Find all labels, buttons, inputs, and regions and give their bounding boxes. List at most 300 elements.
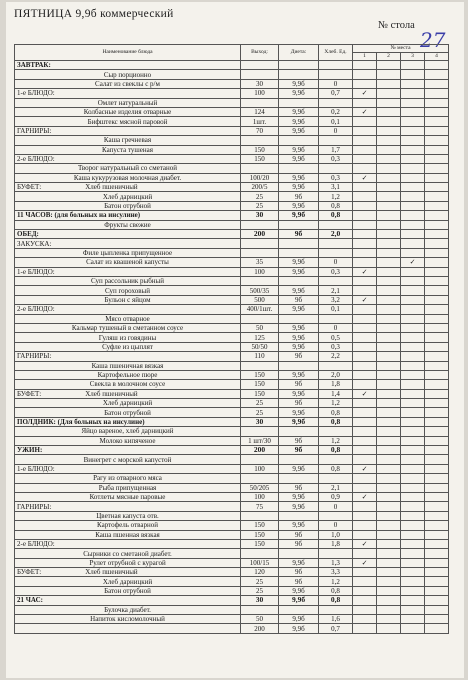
dish-row xyxy=(15,389,449,398)
place-mark-cell xyxy=(425,107,449,116)
place-mark-cell xyxy=(377,323,401,332)
place-mark-cell xyxy=(377,615,401,624)
place-mark-cell xyxy=(353,549,377,558)
diet-cell: 9б xyxy=(279,399,319,408)
diet-cell: 9,9б xyxy=(279,370,319,379)
dish-row xyxy=(15,164,449,173)
output-cell: 70 xyxy=(241,126,279,135)
place-mark-cell xyxy=(425,220,449,229)
section-row xyxy=(15,211,449,220)
bread-units-cell: 0,5 xyxy=(319,333,353,342)
dish-name: Каша пшеничная вязкая xyxy=(15,361,241,370)
dish-row xyxy=(15,136,449,145)
diet-cell: 9б xyxy=(279,436,319,445)
place-mark-cell xyxy=(425,427,449,436)
place-mark-cell xyxy=(377,352,401,361)
place-mark-cell xyxy=(425,624,449,633)
output-cell xyxy=(241,549,279,558)
diet-cell: 9б xyxy=(279,530,319,539)
place-mark-cell xyxy=(377,107,401,116)
diet-cell: 9,9б xyxy=(279,521,319,530)
diet-cell: 9б xyxy=(279,539,319,548)
output-cell: 120 xyxy=(241,568,279,577)
place-mark-cell xyxy=(401,230,425,239)
place-mark-cell xyxy=(377,192,401,201)
place-mark-cell xyxy=(425,502,449,511)
dish-row xyxy=(15,586,449,595)
place-mark-cell xyxy=(377,558,401,567)
place-mark-cell xyxy=(353,352,377,361)
output-cell: 35 xyxy=(241,258,279,267)
bread-units-cell: 0,8 xyxy=(319,408,353,417)
place-mark-cell xyxy=(353,314,377,323)
course-label: 1-е БЛЮДО: xyxy=(17,464,55,473)
diet-cell: 9,9б xyxy=(279,333,319,342)
place-mark-cell xyxy=(377,399,401,408)
place-mark-cell xyxy=(425,79,449,88)
place-mark-cell xyxy=(401,89,425,98)
place-mark-cell xyxy=(377,605,401,614)
place-mark-cell xyxy=(401,239,425,248)
bread-units-cell: 0 xyxy=(319,323,353,332)
place-mark-cell xyxy=(425,474,449,483)
bread-units-cell: 2,2 xyxy=(319,352,353,361)
course-label: ГАРНИРЫ: xyxy=(17,502,52,511)
place-mark-cell xyxy=(353,483,377,492)
diet-cell: 9,9б xyxy=(279,79,319,88)
dish-name: Картофель отварной xyxy=(15,521,241,530)
place-mark-cell xyxy=(401,539,425,548)
place-mark-cell xyxy=(353,98,377,107)
place-mark-cell xyxy=(425,61,449,70)
bread-units-cell: 2,0 xyxy=(319,230,353,239)
bread-units-cell: 1,8 xyxy=(319,539,353,548)
place-mark-cell xyxy=(401,521,425,530)
place-mark-cell xyxy=(377,248,401,257)
place-mark-cell xyxy=(377,211,401,220)
diet-cell: 9,9б xyxy=(279,107,319,116)
place-mark-cell xyxy=(401,596,425,605)
place-mark-cell xyxy=(401,164,425,173)
place-mark-cell xyxy=(425,154,449,163)
place-mark-cell xyxy=(377,417,401,426)
place-mark-cell xyxy=(377,305,401,314)
output-cell xyxy=(241,605,279,614)
dish-name xyxy=(15,183,241,192)
bread-units-cell: 0,9 xyxy=(319,492,353,501)
place-mark-cell xyxy=(425,230,449,239)
output-cell: 30 xyxy=(241,211,279,220)
place-mark-cell xyxy=(353,624,377,633)
dish-name: Свекла в молочном соусе xyxy=(15,380,241,389)
place-mark-cell xyxy=(353,211,377,220)
course-label: 2-е БЛЮДО: xyxy=(17,155,55,164)
dish-row xyxy=(15,464,449,473)
place-mark-cell xyxy=(401,314,425,323)
place-mark-cell xyxy=(425,164,449,173)
place-mark-cell xyxy=(425,417,449,426)
dish-row xyxy=(15,333,449,342)
course-label: 2-е БЛЮДО: xyxy=(17,305,55,314)
bread-units-cell xyxy=(319,61,353,70)
place-mark-cell xyxy=(401,267,425,276)
dish-name: Каша кукурузовая молочная диабет. xyxy=(15,173,241,182)
output-cell: 25 xyxy=(241,586,279,595)
place-mark-cell xyxy=(353,399,377,408)
output-cell xyxy=(241,361,279,370)
output-cell: 150 xyxy=(241,530,279,539)
place-mark-cell xyxy=(401,586,425,595)
place-mark-cell xyxy=(401,483,425,492)
place-mark-cell xyxy=(425,558,449,567)
place-mark-cell xyxy=(401,276,425,285)
dish-row xyxy=(15,323,449,332)
bread-units-cell: 1,2 xyxy=(319,577,353,586)
place-mark-cell xyxy=(425,399,449,408)
output-cell xyxy=(241,136,279,145)
dish-row xyxy=(15,173,449,182)
dish-row xyxy=(15,521,449,530)
dish-name: Салат из квашеной капусты xyxy=(15,258,241,267)
bread-units-cell: 2,1 xyxy=(319,483,353,492)
place-mark-cell xyxy=(401,380,425,389)
place-mark-cell xyxy=(425,295,449,304)
diet-cell: 9,9б xyxy=(279,502,319,511)
diet-cell xyxy=(279,314,319,323)
place-mark-cell xyxy=(353,61,377,70)
dish-row xyxy=(15,239,449,248)
bread-units-cell: 0,2 xyxy=(319,107,353,116)
diet-cell: 9,9б xyxy=(279,89,319,98)
bread-units-cell: 0,3 xyxy=(319,154,353,163)
place-mark-cell xyxy=(425,389,449,398)
diet-cell: 9,9б xyxy=(279,323,319,332)
dish-row xyxy=(15,380,449,389)
bread-units-cell: 0,8 xyxy=(319,586,353,595)
dish-row xyxy=(15,79,449,88)
course-label: ГАРНИРЫ: xyxy=(17,352,52,361)
dish-row xyxy=(15,258,449,267)
place-mark-cell xyxy=(377,61,401,70)
output-cell: 30 xyxy=(241,79,279,88)
place-mark-cell xyxy=(377,126,401,135)
dish-row xyxy=(15,483,449,492)
bread-units-cell xyxy=(319,239,353,248)
output-cell: 150 xyxy=(241,521,279,530)
place-mark-cell xyxy=(401,342,425,351)
diet-cell: 9б xyxy=(279,577,319,586)
place-mark-cell xyxy=(401,352,425,361)
bread-units-cell xyxy=(319,220,353,229)
place-3-header: 3 xyxy=(401,53,425,61)
bread-units-cell: 0 xyxy=(319,126,353,135)
dish-row xyxy=(15,399,449,408)
dish-row xyxy=(15,342,449,351)
dish-row xyxy=(15,605,449,614)
place-mark-cell xyxy=(425,380,449,389)
place-mark-cell xyxy=(353,258,377,267)
place-mark-cell xyxy=(353,70,377,79)
place-mark-cell xyxy=(425,248,449,257)
col-diet-header: Диета: xyxy=(279,45,319,61)
place-mark-cell xyxy=(377,455,401,464)
bread-units-cell: 1,2 xyxy=(319,399,353,408)
dish-row xyxy=(15,539,449,548)
place-mark-cell xyxy=(425,492,449,501)
place-mark-cell xyxy=(377,361,401,370)
output-cell: 150 xyxy=(241,389,279,398)
dish-name xyxy=(15,267,241,276)
course-label: 2-е БЛЮДО: xyxy=(17,540,55,549)
dish-name: Колбасные изделия отварные xyxy=(15,107,241,116)
diet-cell xyxy=(279,220,319,229)
place-mark-cell xyxy=(425,98,449,107)
bread-units-cell: 0 xyxy=(319,502,353,511)
place-mark-cell xyxy=(353,605,377,614)
bread-units-cell xyxy=(319,549,353,558)
place-mark-cell xyxy=(353,417,377,426)
output-cell: 25 xyxy=(241,399,279,408)
dish-name xyxy=(15,126,241,135)
place-mark-cell xyxy=(377,408,401,417)
place-mark-cell xyxy=(353,436,377,445)
output-cell: 100 xyxy=(241,89,279,98)
place-mark-cell xyxy=(353,164,377,173)
place-mark-cell xyxy=(353,577,377,586)
diet-cell xyxy=(279,61,319,70)
place-mark-cell xyxy=(401,549,425,558)
dish-row xyxy=(15,295,449,304)
place-mark-cell xyxy=(425,361,449,370)
place-mark-cell xyxy=(377,464,401,473)
output-cell: 150 xyxy=(241,380,279,389)
place-mark-cell xyxy=(401,201,425,210)
place-mark-cell xyxy=(377,220,401,229)
output-cell: 25 xyxy=(241,408,279,417)
place-mark-cell xyxy=(425,173,449,182)
dish-row xyxy=(15,624,449,633)
dish-name: Хлеб дарницкий xyxy=(15,192,241,201)
place-mark-cell xyxy=(377,136,401,145)
place-mark-cell xyxy=(353,596,377,605)
place-mark-cell xyxy=(425,323,449,332)
place-mark-cell xyxy=(353,511,377,520)
bread-units-cell: 0,1 xyxy=(319,117,353,126)
dish-name xyxy=(15,305,241,314)
bread-units-cell: 1,4 xyxy=(319,389,353,398)
dish-name: Батон отрубной xyxy=(15,408,241,417)
bread-units-cell: 3,1 xyxy=(319,183,353,192)
diet-cell: 9,9б xyxy=(279,596,319,605)
place-mark-cell xyxy=(425,511,449,520)
course-label: БУФЕТ: xyxy=(17,568,42,577)
output-cell: 150 xyxy=(241,154,279,163)
diet-cell xyxy=(279,511,319,520)
place-mark-cell xyxy=(425,117,449,126)
place-mark-cell xyxy=(425,89,449,98)
place-mark-cell xyxy=(377,342,401,351)
place-mark-cell xyxy=(377,145,401,154)
diet-cell: 9,9б xyxy=(279,126,319,135)
diet-cell xyxy=(279,427,319,436)
place-mark-cell xyxy=(377,389,401,398)
place-mark-cell xyxy=(401,474,425,483)
place-mark-cell xyxy=(401,436,425,445)
place-mark-cell xyxy=(425,286,449,295)
place-mark-cell: ✓ xyxy=(353,558,377,567)
place-mark-cell xyxy=(353,136,377,145)
place-mark-cell xyxy=(353,323,377,332)
place-mark-cell xyxy=(377,446,401,455)
course-label: ГАРНИРЫ: xyxy=(17,126,52,135)
place-mark-cell xyxy=(425,201,449,210)
dish-name-text: Хлеб пшеничный xyxy=(85,568,138,577)
place-mark-cell: ✓ xyxy=(353,539,377,548)
place-mark-cell: ✓ xyxy=(353,107,377,116)
section-row xyxy=(15,230,449,239)
output-cell: 50 xyxy=(241,323,279,332)
output-cell xyxy=(241,455,279,464)
dish-name: Салат из свеклы с р/м xyxy=(15,79,241,88)
diet-cell xyxy=(279,605,319,614)
diet-cell xyxy=(279,455,319,464)
section-label: ПОЛДНИК: (Для больных на инсулине) xyxy=(15,417,241,426)
dish-row xyxy=(15,98,449,107)
dish-row xyxy=(15,436,449,445)
bread-units-cell: 0,3 xyxy=(319,267,353,276)
place-mark-cell xyxy=(353,380,377,389)
place-mark-cell xyxy=(377,521,401,530)
dish-row xyxy=(15,201,449,210)
output-cell: 100/15 xyxy=(241,558,279,567)
bread-units-cell: 0,7 xyxy=(319,89,353,98)
dish-name: Картофельное пюре xyxy=(15,370,241,379)
dish-row xyxy=(15,276,449,285)
dish-row xyxy=(15,192,449,201)
bread-units-cell xyxy=(319,511,353,520)
dish-row xyxy=(15,558,449,567)
place-mark-cell: ✓ xyxy=(353,267,377,276)
dish-name: Бифштекс мясной паровой xyxy=(15,117,241,126)
place-mark-cell xyxy=(377,568,401,577)
place-mark-cell xyxy=(401,333,425,342)
diet-cell: 9,9б xyxy=(279,201,319,210)
place-mark-cell xyxy=(401,605,425,614)
bread-units-cell: 3,3 xyxy=(319,568,353,577)
place-mark-cell xyxy=(425,136,449,145)
dish-name: Молоко кипяченое xyxy=(15,436,241,445)
place-mark-cell xyxy=(353,220,377,229)
place-mark-cell xyxy=(353,286,377,295)
bread-units-cell: 0,8 xyxy=(319,596,353,605)
place-mark-cell xyxy=(425,333,449,342)
col-name-header: Наименование блюда xyxy=(15,45,241,61)
bread-units-cell: 0 xyxy=(319,79,353,88)
diet-cell: 9,9б xyxy=(279,154,319,163)
place-mark-cell xyxy=(425,408,449,417)
bread-units-cell xyxy=(319,474,353,483)
diet-cell: 9б xyxy=(279,483,319,492)
dish-name: Яйцо вареное, хлеб дарницкий xyxy=(15,427,241,436)
place-mark-cell xyxy=(377,79,401,88)
place-mark-cell xyxy=(353,474,377,483)
dish-name: Хлеб дарницкий xyxy=(15,399,241,408)
place-mark-cell xyxy=(353,530,377,539)
output-cell: 110 xyxy=(241,352,279,361)
dish-name: Рулет отрубной с курагой xyxy=(15,558,241,567)
place-mark-cell xyxy=(377,483,401,492)
place-4-header: 4 xyxy=(425,53,449,61)
dish-name: Напиток кисломолочный xyxy=(15,615,241,624)
dish-name: Рагу из отварного мяса xyxy=(15,474,241,483)
bread-units-cell: 1,2 xyxy=(319,436,353,445)
place-mark-cell xyxy=(353,455,377,464)
dish-row xyxy=(15,530,449,539)
place-mark-cell xyxy=(353,192,377,201)
place-mark-cell xyxy=(353,586,377,595)
output-cell: 124 xyxy=(241,107,279,116)
output-cell xyxy=(241,70,279,79)
section-row xyxy=(15,596,449,605)
dish-name: Суфле из цыплят xyxy=(15,342,241,351)
place-mark-cell xyxy=(377,380,401,389)
place-mark-cell xyxy=(401,248,425,257)
bread-units-cell xyxy=(319,314,353,323)
dish-row xyxy=(15,511,449,520)
dish-name: Котлеты мясные паровые xyxy=(15,492,241,501)
place-mark-cell xyxy=(377,164,401,173)
place-mark-cell xyxy=(377,276,401,285)
place-mark-cell xyxy=(425,305,449,314)
place-mark-cell xyxy=(377,502,401,511)
output-cell: 500 xyxy=(241,295,279,304)
place-mark-cell xyxy=(425,596,449,605)
diet-cell xyxy=(279,361,319,370)
table-header-row xyxy=(15,45,449,53)
place-mark-cell xyxy=(425,239,449,248)
place-mark-cell xyxy=(425,352,449,361)
dish-row xyxy=(15,577,449,586)
place-mark-cell xyxy=(377,89,401,98)
dish-name: Бульон с яйцом xyxy=(15,295,241,304)
dish-row xyxy=(15,89,449,98)
diet-cell: 9,9б xyxy=(279,342,319,351)
place-mark-cell xyxy=(377,230,401,239)
diet-cell xyxy=(279,549,319,558)
course-label: ЗАКУСКА: xyxy=(17,239,52,248)
section-label: 11 ЧАСОВ: (для больных на инсулине) xyxy=(15,211,241,220)
dish-row xyxy=(15,183,449,192)
dish-row xyxy=(15,427,449,436)
bread-units-cell: 0,1 xyxy=(319,305,353,314)
bread-units-cell xyxy=(319,164,353,173)
dish-name xyxy=(15,239,241,248)
place-mark-cell xyxy=(425,276,449,285)
place-mark-cell xyxy=(401,154,425,163)
dish-name: Суп гороховый xyxy=(15,286,241,295)
bread-units-cell: 0,8 xyxy=(319,446,353,455)
place-mark-cell xyxy=(377,201,401,210)
place-mark-cell xyxy=(401,577,425,586)
diet-cell xyxy=(279,248,319,257)
place-1-header: 1 xyxy=(353,53,377,61)
place-mark-cell xyxy=(353,183,377,192)
place-mark-cell xyxy=(401,361,425,370)
course-label: БУФЕТ: xyxy=(17,183,42,192)
place-mark-cell xyxy=(377,370,401,379)
diet-cell xyxy=(279,136,319,145)
dish-row xyxy=(15,107,449,116)
